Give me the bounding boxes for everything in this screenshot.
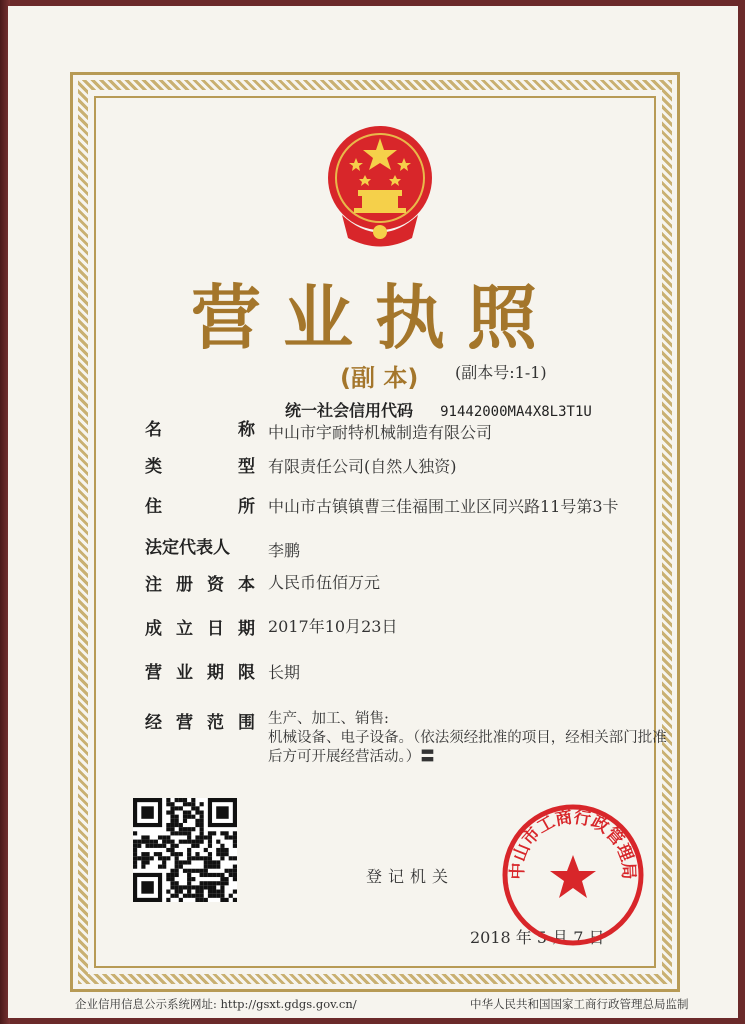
national-emblem-icon xyxy=(320,120,440,255)
svg-text:中山市工商行政管理局: 中山市工商行政管理局 xyxy=(507,807,639,880)
legal-rep-value: 李鹏 xyxy=(268,541,301,560)
term-value: 长期 xyxy=(268,663,301,682)
term-label: 营 业 期 限 xyxy=(145,663,255,683)
copy-number: (副本号:1-1) xyxy=(455,363,547,382)
name-label: 名 称 xyxy=(145,420,255,440)
issue-date: 2018 年 5 月 7 日 xyxy=(470,928,605,947)
copy-subtitle: (副 本) xyxy=(340,364,419,392)
page-title: 营业执照 xyxy=(191,277,559,359)
footer-supervisor: 中华人民共和国国家工商行政管理总局监制 xyxy=(470,997,689,1011)
official-seal-icon xyxy=(498,800,648,950)
address-label: 住 所 xyxy=(145,497,255,517)
capital-label: 注 册 资 本 xyxy=(145,575,255,595)
legal-rep-label: 法定代表人 xyxy=(145,538,230,558)
established-value: 2017年10月23日 xyxy=(268,617,398,636)
type-label: 类 型 xyxy=(145,457,255,477)
footer-website: 企业信用信息公示系统网址: http://gsxt.gdgs.gov.cn/ xyxy=(75,997,357,1011)
capital-value: 人民币伍佰万元 xyxy=(268,573,381,592)
scope-line: 生产、加工、销售: xyxy=(268,711,389,727)
address-value: 中山市古镇镇曹三佳福围工业区同兴路11号第3卡 xyxy=(268,497,619,516)
qr-code-icon xyxy=(133,798,237,902)
registration-authority-label: 登记机关 xyxy=(366,867,455,886)
type-value: 有限责任公司(自然人独资) xyxy=(268,457,457,476)
scope-value xyxy=(268,710,688,767)
scope-label: 经 营 范 围 xyxy=(145,713,255,733)
name-value: 中山市宇耐特机械制造有限公司 xyxy=(268,423,493,442)
scope-line: 后方可开展经营活动。）〓 xyxy=(268,749,435,765)
scope-line: 机械设备、电子设备。（依法须经批准的项目，经相关部门批准 xyxy=(268,730,667,746)
credit-code-value: 91442000MA4X8L3T1U xyxy=(440,404,592,420)
credit-code-label: 统一社会信用代码 xyxy=(285,401,414,420)
credit-code-row xyxy=(285,398,592,421)
established-label: 成 立 日 期 xyxy=(145,619,255,639)
